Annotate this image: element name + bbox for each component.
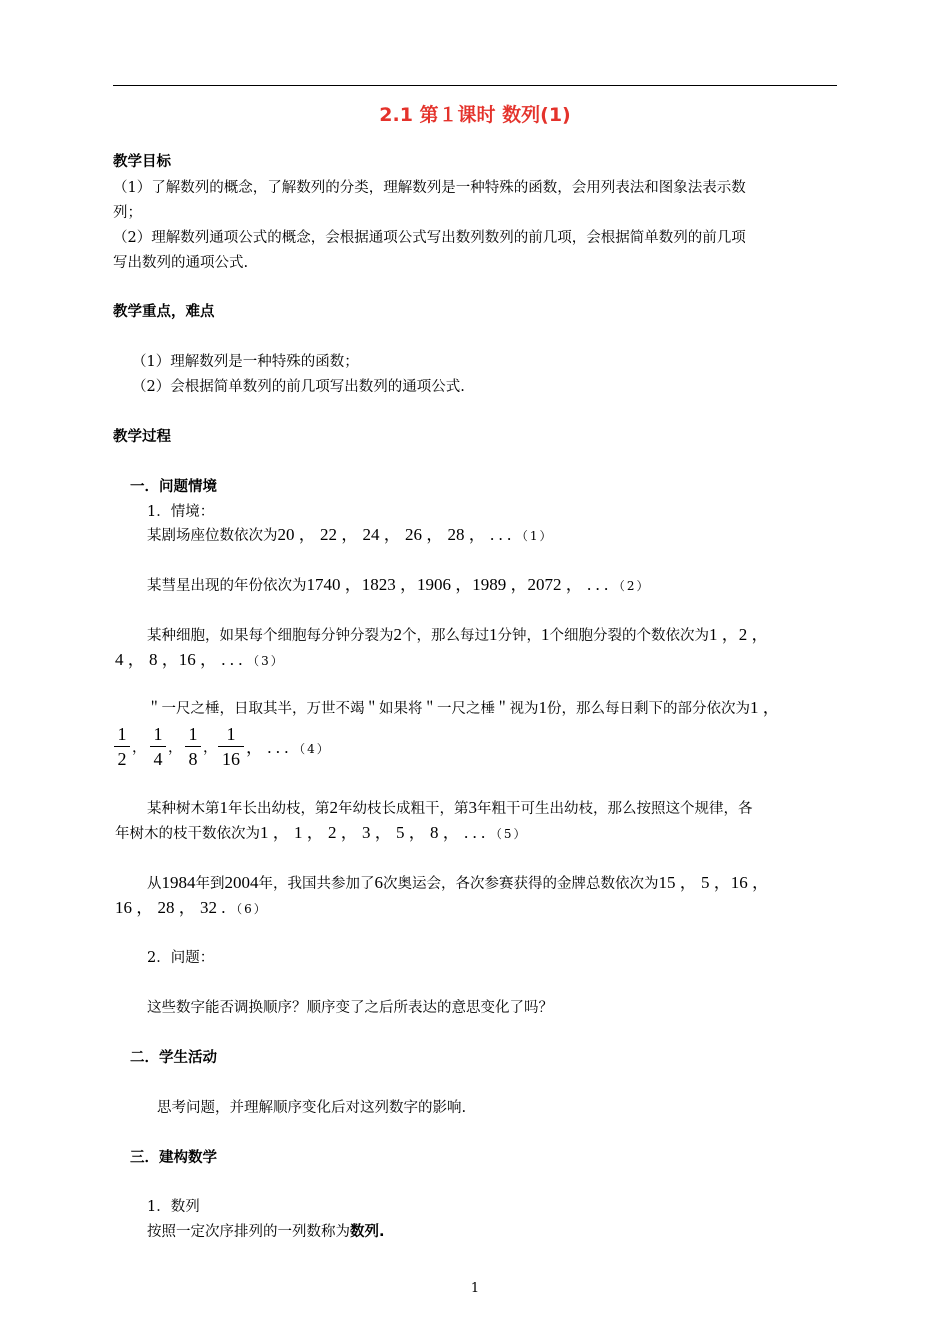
- example-5-text-c: 年幼枝长成粗干，第: [338, 801, 469, 817]
- example-5-text-e: 年树木的枝干数依次为: [115, 826, 260, 842]
- keypoint-2: （2）会根据简单数列的前几项写出数列的通项公式.: [132, 379, 465, 395]
- example-1: [147, 525, 554, 546]
- example-5-values: 1 ， 1 ， 2 ， 3 ， 5 ， 8 ， . . .: [260, 823, 486, 842]
- example-3-num-1: 1: [489, 625, 498, 644]
- example-6-text-b: 年到: [195, 876, 225, 892]
- section3-sub1: 1．数列: [147, 1199, 200, 1215]
- section2-heading: 二．学生活动: [130, 1050, 217, 1066]
- fraction-denominator: 8: [188, 749, 198, 769]
- fraction-sixteenth: [218, 724, 244, 769]
- example-3-line2: [115, 650, 285, 671]
- example-3-tag: （3）: [247, 654, 285, 668]
- definition-text: 按照一定次序排列的一列数称为: [147, 1224, 350, 1240]
- section1-heading: 一．问题情境: [130, 479, 217, 495]
- example-4-tag: （4）: [293, 742, 331, 756]
- example-4-line1: [147, 698, 780, 719]
- example-6-line2: [115, 898, 268, 919]
- example-6-tag: （6）: [230, 902, 268, 916]
- example-4-text-a: ＂一尺之棰，日取其半，万世不竭＂如果将＂一尺之棰＂视为: [147, 701, 539, 717]
- example-1-tag: （1）: [515, 529, 554, 543]
- example-6-year-1: 1984: [161, 873, 196, 892]
- goal1-line1: （1）了解数列的概念，了解数列的分类，理解数列是一种特殊的函数，会用列表法和图象法表示数: [113, 180, 746, 196]
- fraction-eighth: [185, 724, 201, 769]
- fraction-separator-3: ，: [203, 740, 218, 756]
- example-6-values-b: 16 ， 28 ， 32 .: [115, 898, 226, 917]
- fraction-denominator: 16: [222, 749, 240, 769]
- example-6-text-a: 从: [147, 876, 162, 892]
- fraction-numerator: 1: [117, 724, 127, 744]
- example-5-num-3: 3: [468, 798, 477, 817]
- fraction-separator-2: ，: [168, 740, 183, 756]
- goal2-line2: 写出数列的通项公式.: [113, 255, 249, 271]
- example-5-line1: [147, 798, 753, 819]
- example-4-text-b: 份，那么每日剩下的部分依次为: [547, 701, 750, 717]
- example-3-line1: [147, 625, 769, 646]
- fraction-numerator: 1: [153, 724, 163, 744]
- example-6-num: 6: [374, 873, 383, 892]
- fraction-denominator: 2: [117, 749, 127, 769]
- example-6-text-c: 年，我国共参加了: [258, 876, 375, 892]
- page-number: 1: [470, 1281, 480, 1296]
- example-2-text: 某彗星出现的年份依次为: [147, 578, 307, 594]
- keypoints-heading: 教学重点，难点: [113, 304, 215, 320]
- process-heading: 教学过程: [113, 429, 171, 445]
- fraction-numerator: 1: [226, 724, 236, 744]
- section1-sub2: 2．问题：: [147, 950, 215, 966]
- example-3-text-d: 个细胞分裂的个数依次为: [549, 628, 709, 644]
- fraction-denominator: 4: [153, 749, 163, 769]
- example-6-year-2: 2004: [224, 873, 259, 892]
- section1-sub1: 1．情境：: [147, 504, 215, 520]
- example-1-text: 某剧场座位数依次为: [147, 528, 278, 544]
- example-6-values-a: 15 ， 5 ，16 ，: [658, 873, 769, 892]
- example-5-tag: （5）: [489, 827, 528, 841]
- page-title: 2.1 第１课时 数列(1): [379, 104, 571, 126]
- header-rule: [113, 85, 837, 86]
- goal1-line2: 列；: [113, 205, 142, 221]
- section2-text: 思考问题，并理解顺序变化后对这列数字的影响.: [157, 1100, 467, 1116]
- goals-heading: 教学目标: [113, 154, 171, 170]
- example-2: [147, 575, 651, 596]
- example-5-num-1: 1: [219, 798, 228, 817]
- fraction-quarter: [150, 724, 166, 769]
- example-3-num-1b: 1: [541, 625, 550, 644]
- question-text: 这些数字能否调换顺序？顺序变了之后所表达的意思变化了吗？: [147, 1000, 553, 1016]
- section3-heading: 三．建构数学: [130, 1150, 217, 1166]
- example-5-text-a: 某种树木第: [147, 801, 220, 817]
- example-5-num-2: 2: [329, 798, 338, 817]
- fraction-half: [114, 724, 130, 769]
- example-3-num-2: 2: [393, 625, 402, 644]
- definition-line: [147, 1222, 385, 1242]
- example-1-values: 20 ， 22 ， 24 ， 26 ， 28 ， . . .: [277, 525, 512, 544]
- goal2-line1: （2）理解数列通项公式的概念，会根据通项公式写出数列数列的前几项，会根据简单数列的前几项: [113, 230, 746, 246]
- keypoint-1: （1）理解数列是一种特殊的函数；: [132, 354, 359, 370]
- example-3-text-b: 个，那么每过: [402, 628, 489, 644]
- example-5-text-d: 年粗干可生出幼枝，那么按照这个规律，各: [477, 801, 753, 817]
- example-2-tag: （2）: [612, 579, 651, 593]
- definition-term: 数列.: [350, 1224, 385, 1240]
- example-4-tail: [246, 738, 331, 759]
- example-4-ellipsis: ， . . .: [246, 738, 289, 757]
- example-4-num-1: 1: [538, 698, 547, 717]
- example-3-values-a: 1 ，2 ，: [709, 625, 769, 644]
- example-6-line1: [147, 873, 769, 894]
- example-3-text-c: 分钟，: [497, 628, 541, 644]
- example-3-values-b: 4 ， 8 ，16 ， . . .: [115, 650, 243, 669]
- example-6-text-d: 次奥运会，各次参赛获得的金牌总数依次为: [383, 876, 659, 892]
- fraction-separator-1: ，: [132, 740, 147, 756]
- fraction-numerator: 1: [188, 724, 198, 744]
- example-5-text-b: 年长出幼枝，第: [228, 801, 330, 817]
- example-5-line2: [115, 823, 528, 844]
- example-3-text-a: 某种细胞，如果每个细胞每分钟分裂为: [147, 628, 394, 644]
- example-2-values: 1740 ，1823 ，1906 ，1989 ，2072 ， . . .: [306, 575, 609, 594]
- example-4-value-1: 1 ，: [750, 698, 780, 717]
